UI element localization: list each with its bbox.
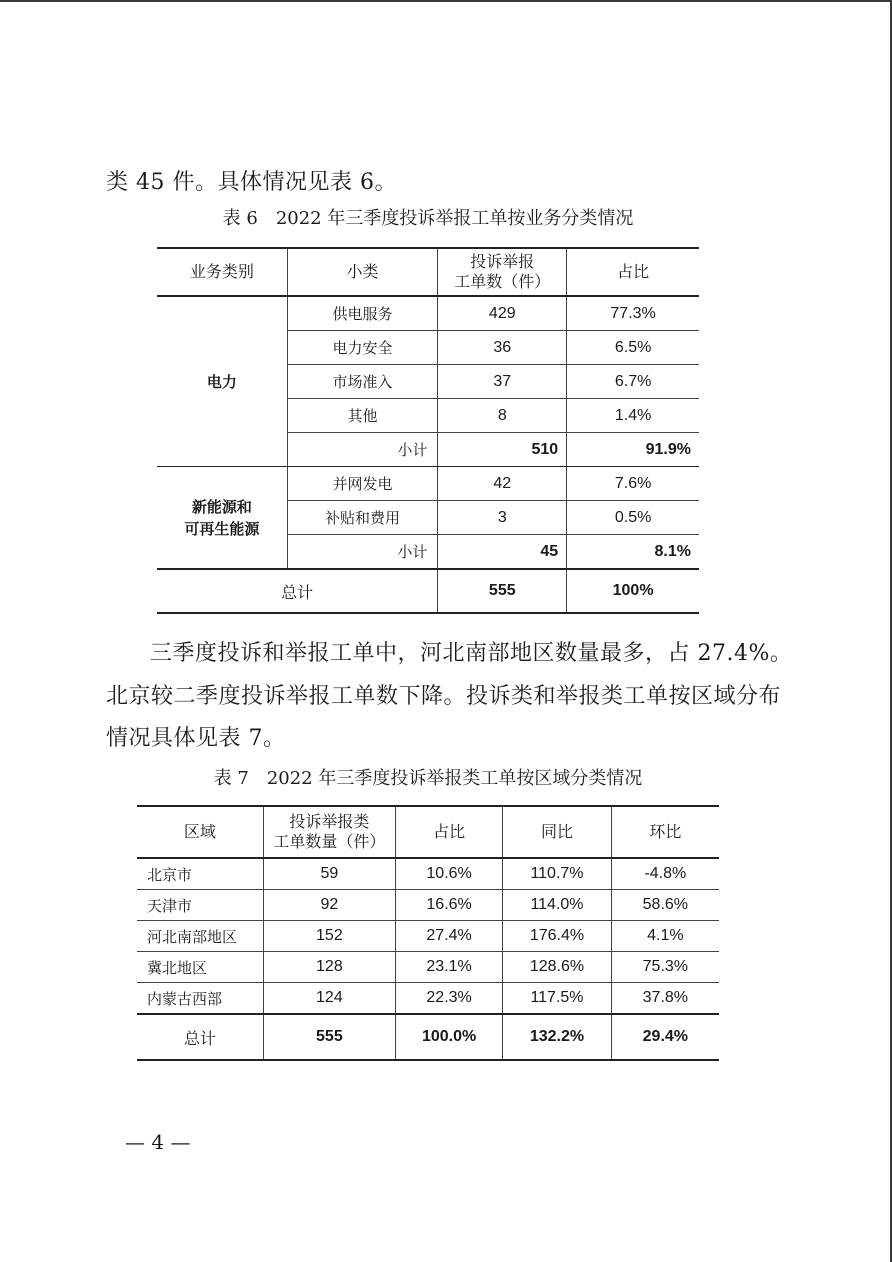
page-number: — 4 — bbox=[125, 1130, 191, 1154]
table6-total-row bbox=[157, 569, 699, 613]
table-row bbox=[137, 952, 719, 983]
table6-share: 1.4% bbox=[567, 399, 699, 433]
table7-qoq: 75.3% bbox=[611, 952, 719, 983]
table6-share: 77.3% bbox=[567, 296, 699, 331]
table7-yoy: 128.6% bbox=[503, 952, 611, 983]
table6-count: 8 bbox=[438, 399, 567, 433]
table7-yoy: 117.5% bbox=[503, 983, 611, 1015]
table6-group-electricity: 电力 bbox=[157, 296, 287, 467]
table6-subtotal-count: 510 bbox=[438, 433, 567, 467]
table7-total-row bbox=[137, 1014, 719, 1060]
table6-share: 0.5% bbox=[567, 501, 699, 535]
table7-count: 92 bbox=[263, 890, 395, 921]
table7-qoq: 58.6% bbox=[611, 890, 719, 921]
table6-subcategory: 其他 bbox=[287, 399, 438, 433]
table6-share: 6.7% bbox=[567, 365, 699, 399]
table-row bbox=[137, 858, 719, 890]
table6-header-share: 占比 bbox=[567, 248, 699, 296]
table7-yoy: 114.0% bbox=[503, 890, 611, 921]
table7-header-count-line2: 工单数量（件） bbox=[273, 832, 386, 851]
table7-qoq: 37.8% bbox=[611, 983, 719, 1015]
table6-subcategory: 补贴和费用 bbox=[287, 501, 438, 535]
table6-header-count-line1: 投诉举报 bbox=[470, 252, 535, 271]
table6-header-count-line2: 工单数（件） bbox=[454, 272, 551, 291]
table6-share: 6.5% bbox=[567, 331, 699, 365]
table7-header-count bbox=[263, 806, 395, 858]
table7-caption: 表 7 2022 年三季度投诉举报类工单按区域分类情况 bbox=[213, 768, 643, 789]
table6-header-row bbox=[157, 248, 699, 296]
table6-subtotal-label: 小计 bbox=[287, 433, 438, 467]
table7-header-yoy: 同比 bbox=[503, 806, 611, 858]
table6-count: 429 bbox=[438, 296, 567, 331]
table-row bbox=[157, 467, 699, 501]
table7-share: 23.1% bbox=[395, 952, 502, 983]
table6-subcategory: 市场准入 bbox=[287, 365, 438, 399]
table7-share: 10.6% bbox=[395, 858, 502, 890]
table6-subtotal-label: 小计 bbox=[287, 535, 438, 570]
table7-qoq: -4.8% bbox=[611, 858, 719, 890]
table6-count: 37 bbox=[438, 365, 567, 399]
table7-region-name: 内蒙古西部 bbox=[137, 983, 263, 1015]
paragraph-line: 三季度投诉和举报工单中，河北南部地区数量最多，占 27.4%。 bbox=[150, 641, 793, 666]
table6-subcategory: 电力安全 bbox=[287, 331, 438, 365]
paragraph-line: 情况具体见表 7。 bbox=[106, 726, 286, 751]
table6-header-subcategory: 小类 bbox=[287, 248, 438, 296]
table6-group-renewables-line2: 可再生能源 bbox=[184, 519, 260, 538]
table7-region bbox=[137, 805, 719, 1061]
table7-header-qoq: 环比 bbox=[611, 806, 719, 858]
table7-total-share: 100.0% bbox=[395, 1014, 502, 1060]
table6-header-count bbox=[438, 248, 567, 296]
table-row bbox=[137, 983, 719, 1015]
table7-total-yoy: 132.2% bbox=[503, 1014, 611, 1060]
table7-header-region: 区域 bbox=[137, 806, 263, 858]
table7-total-count: 555 bbox=[263, 1014, 395, 1060]
table7-share: 27.4% bbox=[395, 921, 502, 952]
table-row bbox=[137, 890, 719, 921]
table7-qoq: 4.1% bbox=[611, 921, 719, 952]
table7-count: 59 bbox=[263, 858, 395, 890]
table7-header-share: 占比 bbox=[395, 806, 502, 858]
table7-yoy: 176.4% bbox=[503, 921, 611, 952]
table6-share: 7.6% bbox=[567, 467, 699, 501]
table6-count: 3 bbox=[438, 501, 567, 535]
table7-count: 152 bbox=[263, 921, 395, 952]
table6-subcategory: 供电服务 bbox=[287, 296, 438, 331]
table-row bbox=[137, 921, 719, 952]
table6-caption: 表 6 2022 年三季度投诉举报工单按业务分类情况 bbox=[222, 208, 634, 229]
table6-total-count: 555 bbox=[438, 569, 567, 613]
table6-subtotal-count: 45 bbox=[438, 535, 567, 570]
intro-paragraph-line: 类 45 件。具体情况见表 6。 bbox=[106, 170, 397, 195]
table7-count: 124 bbox=[263, 983, 395, 1015]
table7-share: 16.6% bbox=[395, 890, 502, 921]
table6-count: 36 bbox=[438, 331, 567, 365]
table7-header-count-line1: 投诉举报类 bbox=[289, 812, 370, 831]
table6-group-renewables-line1: 新能源和 bbox=[191, 497, 252, 516]
table7-region-name: 天津市 bbox=[137, 890, 263, 921]
table7-header-row bbox=[137, 806, 719, 858]
table7-region-name: 河北南部地区 bbox=[137, 921, 263, 952]
table6-business-category bbox=[157, 247, 699, 614]
table6-subcategory: 并网发电 bbox=[287, 467, 438, 501]
table6-total-share: 100% bbox=[567, 569, 699, 613]
table6-subtotal-share: 8.1% bbox=[567, 535, 699, 570]
table7-region-name: 冀北地区 bbox=[137, 952, 263, 983]
table6-group-renewables bbox=[157, 467, 287, 570]
page-top-border bbox=[0, 0, 892, 2]
paragraph-line: 北京较二季度投诉举报工单数下降。投诉类和举报类工单按区域分布 bbox=[106, 684, 782, 709]
table7-yoy: 110.7% bbox=[503, 858, 611, 890]
table7-share: 22.3% bbox=[395, 983, 502, 1015]
table7-total-label: 总计 bbox=[183, 1028, 216, 1048]
table6-subtotal-share: 91.9% bbox=[567, 433, 699, 467]
table7-region-name: 北京市 bbox=[137, 858, 263, 890]
table6-count: 42 bbox=[438, 467, 567, 501]
table7-total-qoq: 29.4% bbox=[611, 1014, 719, 1060]
table7-count: 128 bbox=[263, 952, 395, 983]
table-row bbox=[157, 296, 699, 331]
table6-header-category: 业务类别 bbox=[157, 248, 287, 296]
table6-total-label: 总计 bbox=[281, 582, 314, 602]
